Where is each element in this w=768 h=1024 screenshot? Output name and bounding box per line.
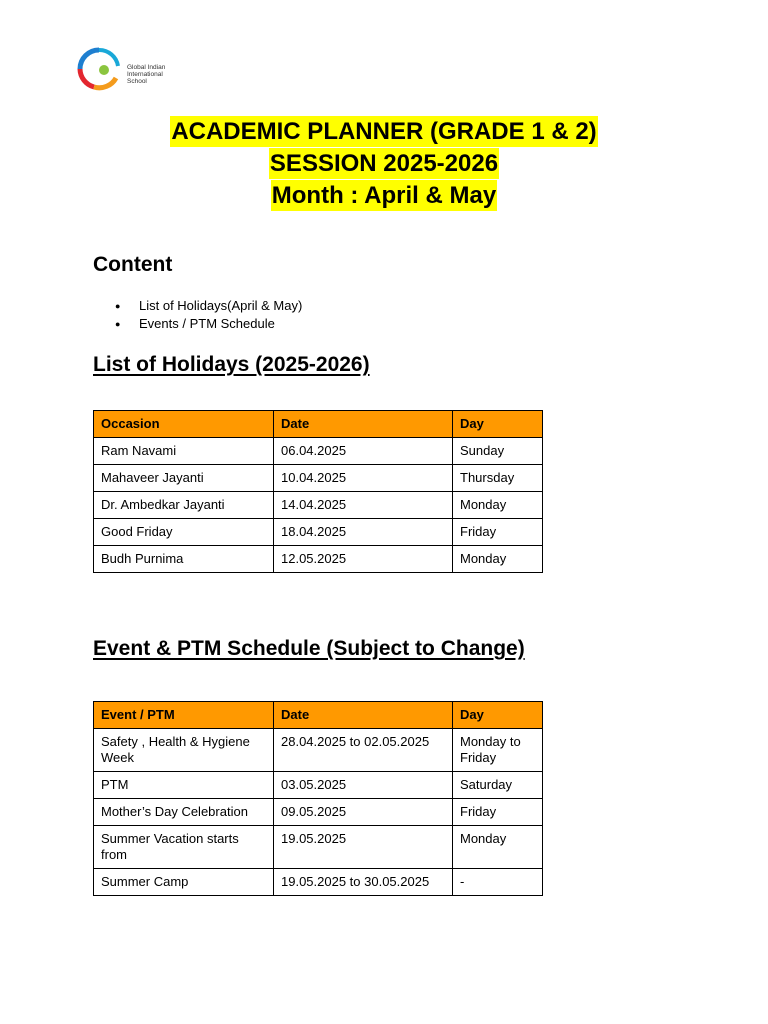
table-cell: Friday [453,799,543,826]
column-header: Date [274,702,453,729]
content-item: ● Events / PTM Schedule [93,315,302,333]
table-cell: 28.04.2025 to 02.05.2025 [274,729,453,772]
table-row [94,519,543,546]
column-header: Day [453,411,543,438]
holidays-heading: List of Holidays (2025-2026) [93,353,370,376]
table-row [94,465,543,492]
table-cell: Safety , Health & Hygiene Week [94,729,274,772]
table-header-row [94,702,543,729]
table-cell: PTM [94,772,274,799]
table-cell: - [453,869,543,896]
table-cell: Mother’s Day Celebration [94,799,274,826]
holidays-table [93,410,543,573]
table-cell: Sunday [453,438,543,465]
table-row [94,826,543,869]
table-cell: Monday [453,546,543,573]
content-heading: Content [93,253,173,276]
table-cell: 14.04.2025 [274,492,453,519]
table-cell: 19.05.2025 [274,826,453,869]
table-cell: 10.04.2025 [274,465,453,492]
column-header: Event / PTM [94,702,274,729]
table-cell: 12.05.2025 [274,546,453,573]
table-row [94,546,543,573]
table-cell: Dr. Ambedkar Jayanti [94,492,274,519]
logo-swirl-icon [74,44,124,94]
title-line-3: Month : April & May [271,182,497,209]
table-cell: Summer Vacation starts from [94,826,274,869]
title-line-2: SESSION 2025-2026 [269,150,499,177]
title-line-1: ACADEMIC PLANNER (GRADE 1 & 2) [171,118,597,145]
table-cell: 06.04.2025 [274,438,453,465]
table-cell: Summer Camp [94,869,274,896]
table-row [94,772,543,799]
table-cell: Good Friday [94,519,274,546]
table-cell: Monday [453,492,543,519]
content-item: ● List of Holidays(April & May) [93,297,302,315]
table-cell: Budh Purnima [94,546,274,573]
table-row [94,438,543,465]
table-cell: 09.05.2025 [274,799,453,826]
table-cell: 18.04.2025 [274,519,453,546]
table-cell: Thursday [453,465,543,492]
events-table [93,701,543,896]
table-cell: 19.05.2025 to 30.05.2025 [274,869,453,896]
table-cell: Monday [453,826,543,869]
events-heading: Event & PTM Schedule (Subject to Change) [93,637,525,660]
table-cell: 03.05.2025 [274,772,453,799]
column-header: Date [274,411,453,438]
table-header-row [94,411,543,438]
column-header: Day [453,702,543,729]
table-row [94,869,543,896]
table-cell: Monday to Friday [453,729,543,772]
logo-wordmark: Global Indian International School [127,64,166,85]
table-row [94,729,543,772]
table-cell: Friday [453,519,543,546]
table-cell: Ram Navami [94,438,274,465]
school-logo [74,44,184,94]
table-cell: Mahaveer Jayanti [94,465,274,492]
table-row [94,492,543,519]
column-header: Occasion [94,411,274,438]
document-title [0,116,768,212]
table-row [94,799,543,826]
content-list [93,297,302,333]
table-cell: Saturday [453,772,543,799]
